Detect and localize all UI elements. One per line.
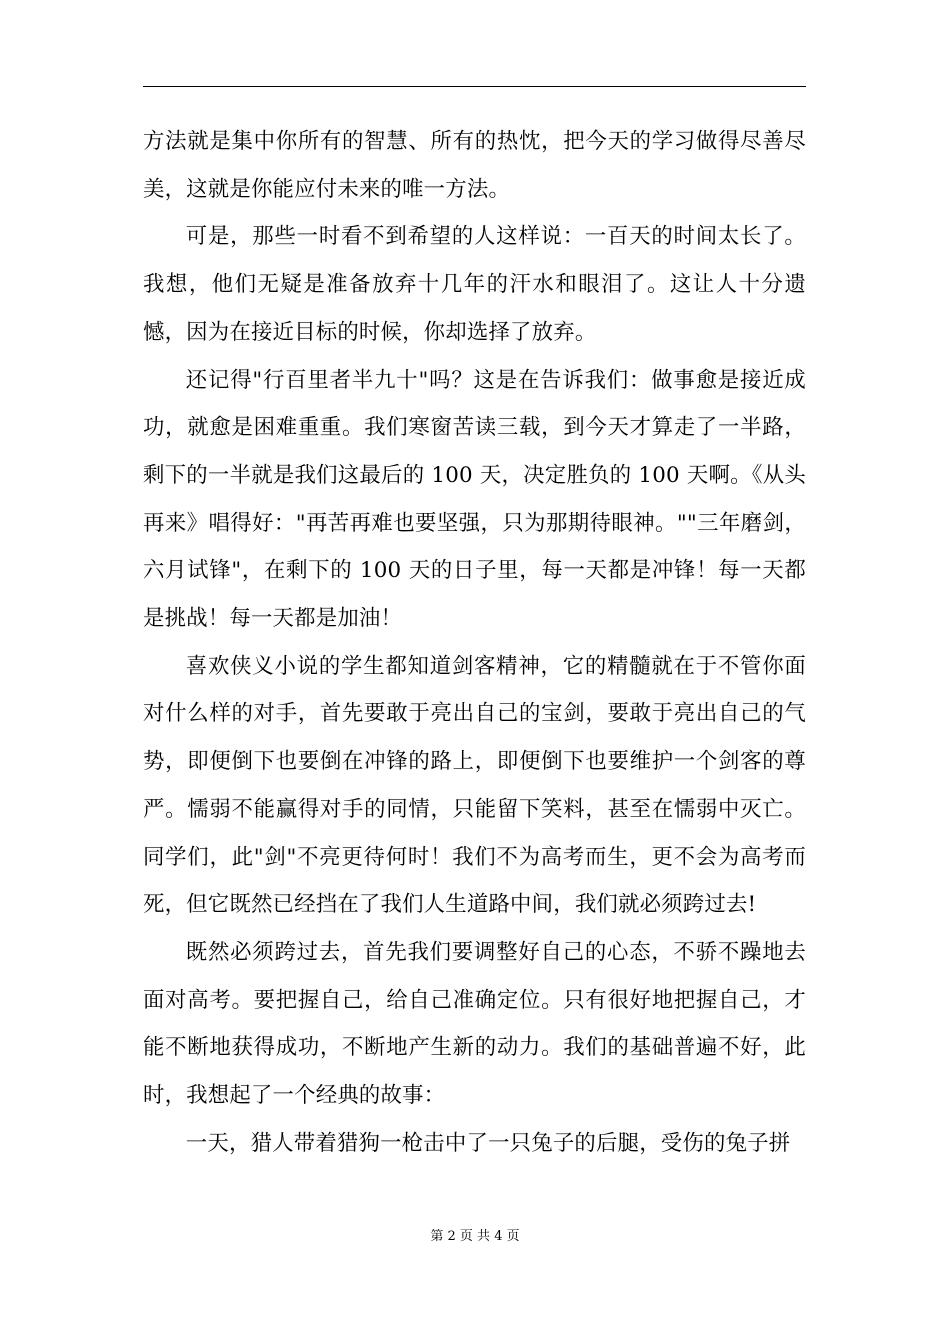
document-body bbox=[143, 118, 806, 1167]
paragraph: 既然必须跨过去，首先我们要调整好自己的心态，不骄不躁地去面对高考。要把握自己，给自己准确定位。只有很好地把握自己，才能不断地获得成功，不断地产生新的动力。我们的基础普遍不好，此时，我想起了一个经典的故事： bbox=[143, 939, 806, 1109]
page-footer bbox=[0, 1228, 950, 1246]
header-rule bbox=[143, 86, 806, 87]
paragraph: 可是，那些一时看不到希望的人这样说：一百天的时间太长了。我想，他们无疑是准备放弃十几年的汗水和眼泪了。这让人十分遗憾，因为在接近目标的时候，你却选择了放弃。 bbox=[143, 224, 806, 345]
paragraph: 一天，猎人带着猎狗一枪击中了一只兔子的后腿，受伤的兔子拼 bbox=[185, 1130, 791, 1156]
paragraph-continuation: 方法就是集中你所有的智慧、所有的热忱，把今天的学习做得尽善尽美，这就是你能应付未来的唯一方法。 bbox=[143, 129, 806, 202]
paragraph: 喜欢侠义小说的学生都知道剑客精神，它的精髓就在于不管你面对什么样的对手，首先要敢于亮出自己的宝剑，要敢于亮出自己的气势，即便倒下也要倒在冲锋的路上，即便倒下也要维护一个剑客的尊严。懦弱不能赢得对手的同情，只能留下笑料，甚至在懦弱中灭亡。同学们，此"剑"不亮更待何时！我们不为高考而生，更不会为高考而死，但它既然已经挡在了我们人生道路中间，我们就必须跨过去! bbox=[143, 653, 806, 918]
paragraph: 还记得"行百里者半九十"吗？这是在告诉我们：做事愈是接近成功，就愈是困难重重。我们寒窗苦读三载，到今天才算走了一半路，剩下的一半就是我们这最后的 100 天，决定胜负的 100 天啊。《从头再来》唱得好："再苦再难也要坚强，只为那期待眼神。""三年磨剑，六月试锋"，在剩下的 100 天的日子里，每一天都是冲锋！每一天都是挑战！每一天都是加油！ bbox=[143, 367, 806, 632]
page-number-label: 第 2 页 共 4 页 bbox=[430, 1229, 520, 1244]
